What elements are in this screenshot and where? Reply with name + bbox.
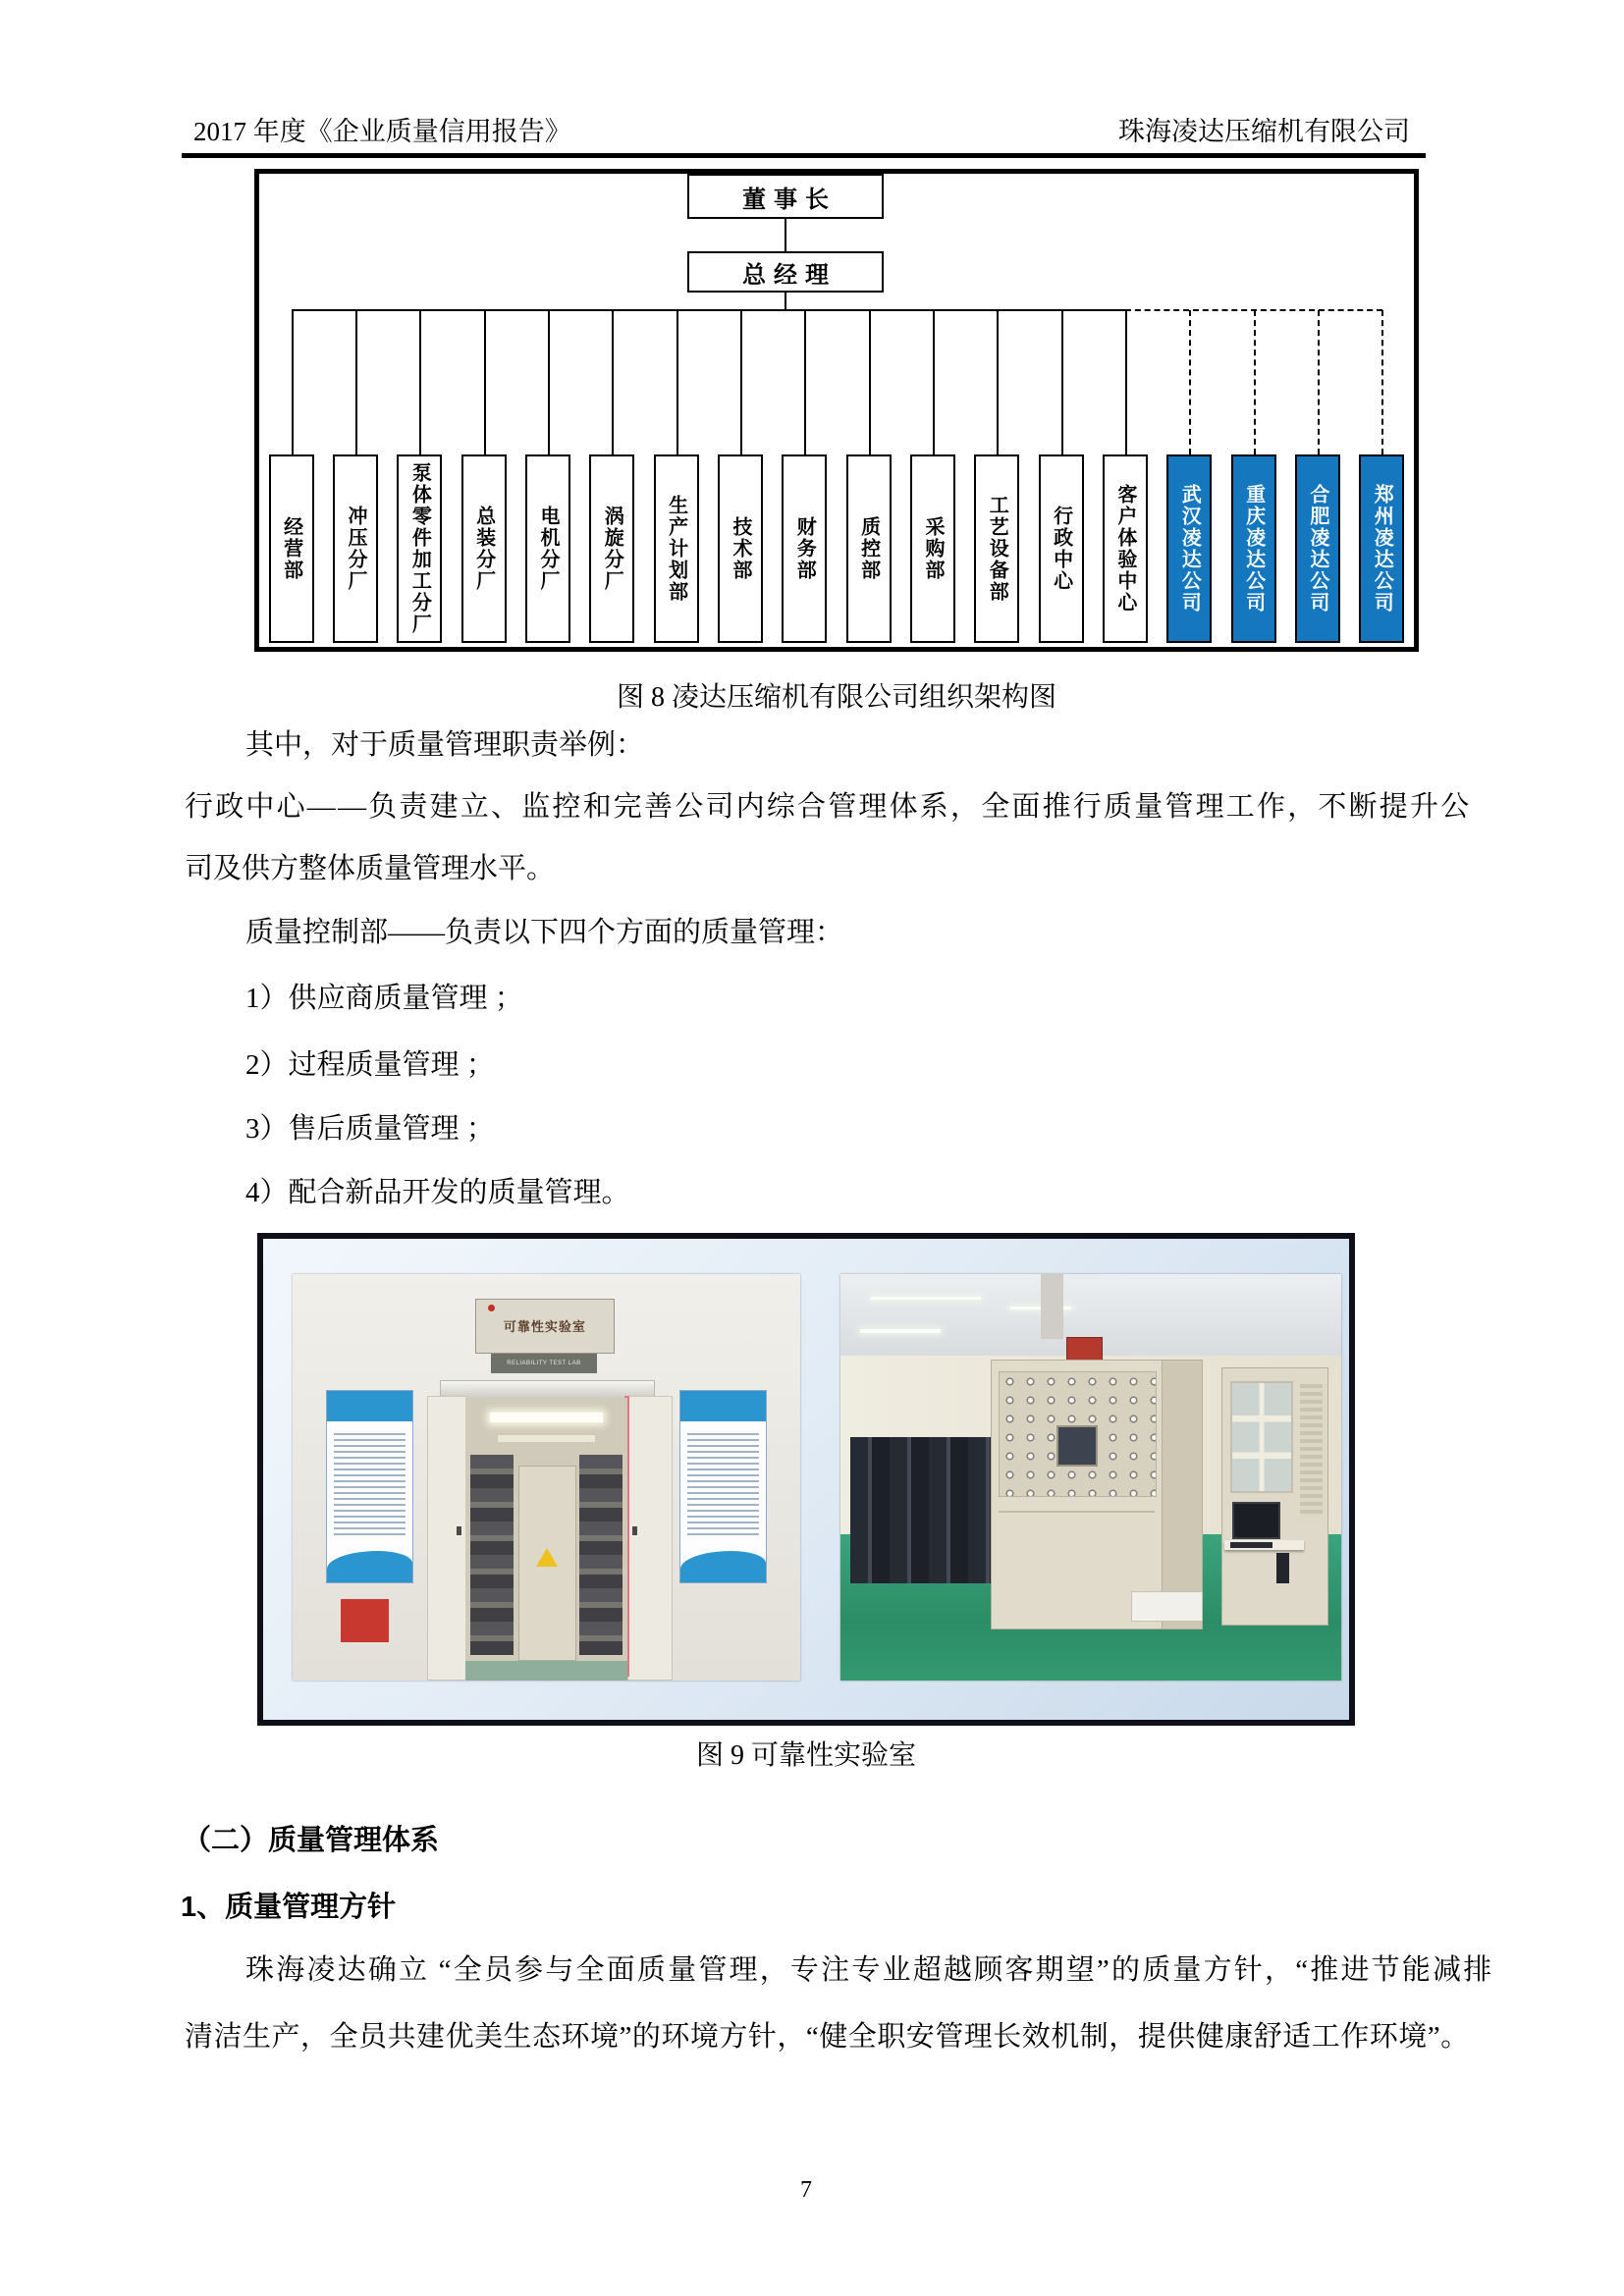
org-column — [1221, 310, 1285, 643]
org-chart — [259, 174, 1414, 647]
org-column — [388, 310, 452, 643]
connector-line — [677, 310, 678, 454]
org-column — [515, 310, 579, 643]
poster-right — [679, 1390, 768, 1583]
corridor-light — [490, 1413, 604, 1422]
org-column — [1285, 310, 1349, 643]
org-column — [1093, 310, 1157, 643]
list-item-2: 2）过程质量管理 ； — [245, 1049, 495, 1081]
photo-reliability-lab — [293, 1274, 800, 1681]
org-column — [259, 310, 323, 643]
connector-line — [1318, 310, 1320, 454]
ceiling-lamp — [860, 1329, 941, 1332]
org-box-subsidiary: 合肥凌达公司 — [1295, 454, 1340, 643]
right-door — [627, 1396, 673, 1681]
org-box-department: 经营部 — [269, 454, 314, 643]
org-box-department: 工艺设备部 — [974, 454, 1019, 643]
org-box-subsidiary: 郑州凌达公司 — [1359, 454, 1404, 643]
red-sign — [341, 1599, 389, 1641]
ceiling-lamp — [871, 1297, 981, 1300]
connector-line — [355, 310, 357, 454]
figure9-frame — [257, 1233, 1355, 1726]
panel-screen — [1056, 1425, 1098, 1467]
org-box-department: 客户体验中心 — [1103, 454, 1148, 643]
org-box-department: 涡旋分厂 — [589, 454, 634, 643]
poster-text-lines — [334, 1429, 406, 1536]
connector-chairman-gm — [785, 219, 786, 251]
org-box-department: 技术部 — [718, 454, 763, 643]
connector-line — [548, 310, 550, 454]
org-box-department: 生产计划部 — [654, 454, 699, 643]
connector-line — [1125, 310, 1127, 454]
floor-box — [1131, 1591, 1203, 1622]
connector-line — [612, 310, 614, 454]
header-left: 2017 年度《企业质量信用报告》 — [193, 117, 571, 146]
equipment-rack-right — [579, 1455, 623, 1655]
equipment-rack-left — [470, 1455, 514, 1655]
monitor-screen — [1232, 1502, 1280, 1539]
connector-line — [484, 310, 486, 454]
connector-gm-bus — [785, 293, 786, 310]
keyboard — [1230, 1542, 1272, 1548]
cable-duct — [1041, 1274, 1063, 1339]
door-handle-right — [632, 1526, 637, 1535]
lab-sign-en: RELIABILITY TEST LAB — [491, 1354, 598, 1374]
connector-line — [740, 310, 742, 454]
connector-line — [1061, 310, 1063, 454]
org-column — [580, 310, 644, 643]
main-cabinet-side — [1161, 1360, 1203, 1629]
dark-cabinet-row — [850, 1437, 991, 1583]
org-box-department: 冲压分厂 — [333, 454, 378, 643]
org-column — [965, 310, 1029, 643]
section-heading-2: （二）质量管理体系 — [183, 1825, 440, 1856]
corridor-light-2 — [498, 1435, 595, 1442]
list-item-1: 1）供应商质量管理 ； — [245, 983, 523, 1014]
org-column — [773, 310, 837, 643]
poster-header — [680, 1391, 767, 1421]
figure9-caption: 图 9 可靠性实验室 — [695, 1740, 916, 1771]
org-box-department: 质控部 — [846, 454, 892, 643]
subsection-heading-1: 1、质量管理方针 — [181, 1892, 397, 1923]
list-item-3: 3）售后质量管理 ； — [245, 1113, 495, 1145]
connector-line — [419, 310, 421, 454]
org-column — [1158, 310, 1221, 643]
cabinet-window — [1230, 1381, 1293, 1493]
page-number: 7 — [800, 2177, 812, 2203]
cabinet-slot — [1276, 1553, 1289, 1583]
org-box-subsidiary: 重庆凌达公司 — [1231, 454, 1276, 643]
policy-paragraph-line2: 清洁生产，全员共建优美生态环境”的环境方针，“健全职安管理长效机制，提供健康舒适工作环境”。 — [185, 2021, 1470, 2053]
org-box-subsidiary: 武汉凌达公司 — [1166, 454, 1212, 643]
org-column — [644, 310, 708, 643]
connector-line — [804, 310, 806, 454]
test-corridor — [465, 1398, 627, 1681]
connector-line — [997, 310, 999, 454]
corridor-floor — [465, 1661, 627, 1681]
list-item-4: 4）配合新品开发的质量管理。 — [245, 1177, 630, 1208]
org-box-department: 泵体零件加工分厂 — [397, 454, 442, 643]
figure8-caption: 图 8 凌达压缩机有限公司组织架构图 — [616, 682, 1056, 713]
main-control-cabinet — [991, 1360, 1163, 1629]
org-chart-frame — [254, 169, 1419, 652]
lab-sign-cn: 可靠性实验室 — [475, 1299, 615, 1354]
connector-line — [933, 310, 935, 454]
org-column — [900, 310, 964, 643]
connector-line — [1189, 310, 1191, 454]
paragraph-qc: 质量控制部——负责以下四个方面的质量管理： — [245, 917, 844, 948]
paragraph-admin-line2: 司及供方整体质量管理水平。 — [185, 853, 556, 884]
poster-header — [327, 1391, 413, 1421]
policy-paragraph-line1: 珠海凌达确立 “全员参与全面质量管理，专注专业超越顾客期望”的质量方针，“推进节能减排 — [245, 1954, 1494, 1986]
paragraph-intro: 其中，对于质量管理职责举例： — [245, 729, 645, 761]
paragraph-admin-line1: 行政中心——负责建立、监控和完善公司内综合管理体系，全面推行质量管理工作，不断提升公 — [185, 791, 1472, 823]
warning-triangle-icon — [536, 1548, 558, 1567]
org-columns — [259, 310, 1414, 643]
org-box-department: 采购部 — [910, 454, 955, 643]
org-column — [1350, 310, 1414, 643]
connector-line — [292, 310, 294, 454]
connector-line — [869, 310, 871, 454]
left-door — [427, 1396, 467, 1681]
org-box-department: 行政中心 — [1039, 454, 1084, 643]
monitor-cabinet — [1221, 1367, 1328, 1626]
org-box-department: 财务部 — [782, 454, 827, 643]
poster-wave — [680, 1551, 767, 1581]
poster-wave — [327, 1551, 413, 1581]
cabinet-vent — [1300, 1384, 1324, 1518]
cabinet-seam — [999, 1511, 1156, 1513]
door-canopy — [440, 1380, 655, 1401]
connector-line — [1381, 310, 1383, 454]
org-column — [323, 310, 387, 643]
org-column — [452, 310, 515, 643]
header-right: 珠海凌达压缩机有限公司 — [1118, 117, 1410, 146]
org-box-chairman: 董事长 — [687, 174, 884, 219]
org-box-department: 总装分厂 — [461, 454, 507, 643]
org-column — [1029, 310, 1093, 643]
photo-test-cabinets — [840, 1274, 1341, 1681]
org-column — [708, 310, 772, 643]
corridor-back-door — [518, 1466, 575, 1661]
poster-text-lines — [687, 1429, 760, 1536]
header-rule — [182, 153, 1426, 158]
org-box-department: 电机分厂 — [525, 454, 570, 643]
org-column — [837, 310, 900, 643]
poster-left — [326, 1390, 414, 1583]
org-box-general-manager: 总经理 — [687, 251, 884, 293]
connector-line — [1254, 310, 1256, 454]
door-handle-left — [457, 1526, 461, 1535]
